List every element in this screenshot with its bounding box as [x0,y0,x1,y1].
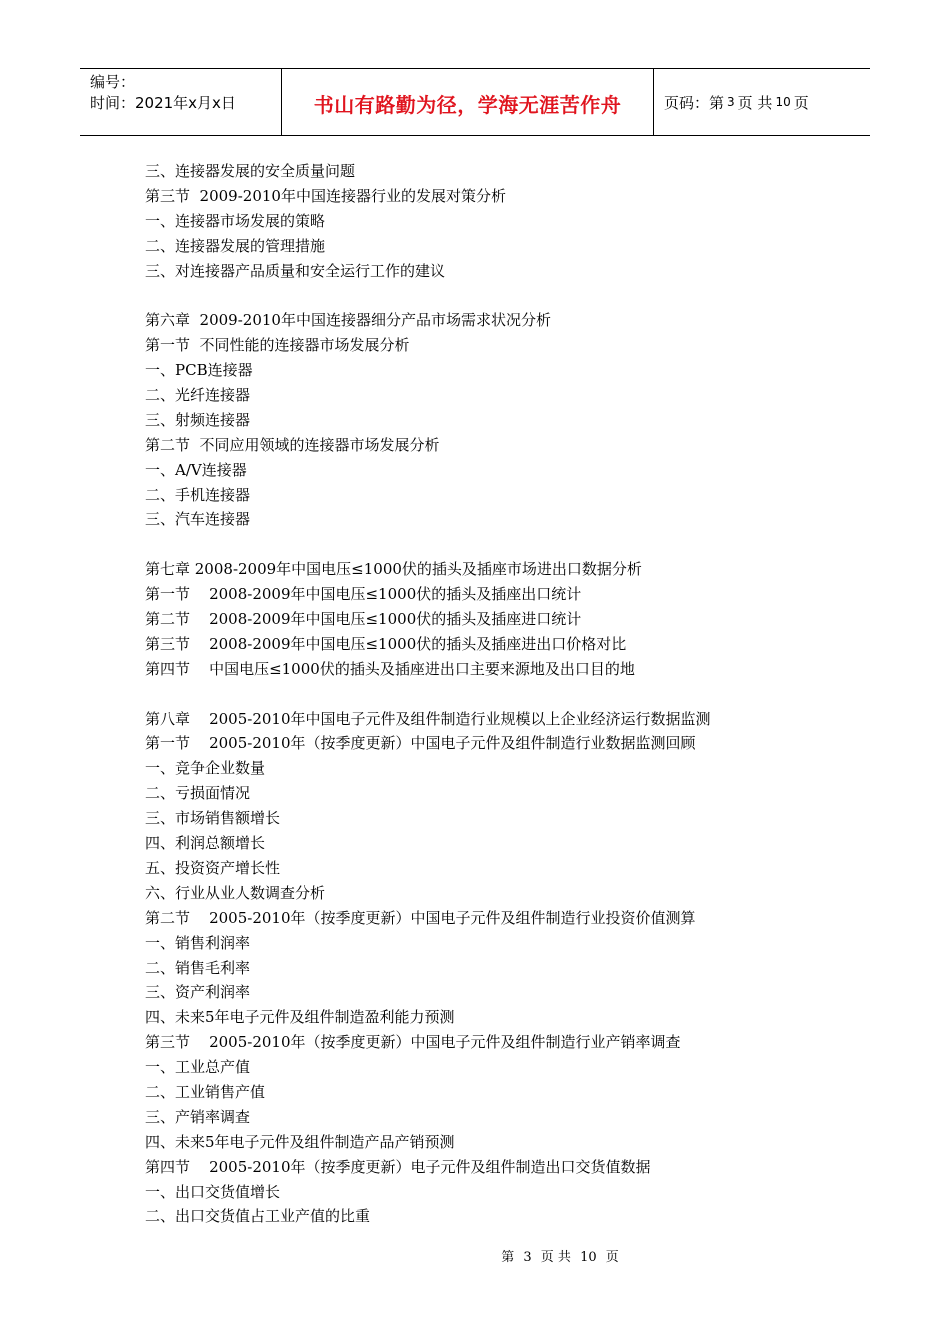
toc-body [145,159,865,1229]
toc-line: 第二节 2005-2010年（按季度更新）中国电子元件及组件制造行业投资价值测算 [145,908,696,927]
page-suffix: 页 [793,93,809,112]
toc-line: 一、A/V连接器 [145,460,247,479]
toc-line: 第一节 2005-2010年（按季度更新）中国电子元件及组件制造行业数据监测回顾 [145,734,696,753]
toc-line: 一、PCB连接器 [145,361,253,380]
toc-line: 第四节 2005-2010年（按季度更新）电子元件及组件制造出口交货值数据 [145,1157,651,1176]
page-header [80,68,870,136]
toc-line: 三、射频连接器 [145,410,251,429]
toc-line: 第二节 2008-2009年中国电压≤1000伏的插头及插座进口统计 [145,610,582,629]
document-number-label: 编号： [90,73,136,91]
toc-line: 一、连接器市场发展的策略 [145,211,326,230]
toc-line: 五、投资资产增长性 [145,858,281,877]
toc-line: 二、销售毛利率 [145,958,251,977]
toc-line: 三、产销率调查 [145,1107,251,1126]
page-total: 10 [775,95,791,109]
header-motto-cell [282,69,654,135]
toc-line: 六、行业从业人数调查分析 [145,883,326,902]
toc-line: 二、工业销售产值 [145,1082,266,1101]
footer-mid: 页 共 [540,1250,571,1265]
header-page-indicator [654,69,870,135]
toc-line: 第八章 2005-2010年中国电子元件及组件制造行业规模以上企业经济运行数据监测 [145,709,711,728]
toc-line: 第三节 2008-2009年中国电压≤1000伏的插头及插座进出口价格对比 [145,634,627,653]
toc-line: 第四节 中国电压≤1000伏的插头及插座进出口主要来源地及出口目的地 [145,659,635,678]
header-motto: 书山有路勤为径，学海无涯苦作舟 [313,92,622,117]
page-mid: 页 共 [737,93,773,112]
blank-line [145,283,865,308]
footer-prefix: 第 [501,1250,515,1265]
page-current: 3 [727,95,735,109]
toc-line: 二、出口交货值占工业产值的比重 [145,1207,371,1226]
footer-total: 10 [580,1250,597,1265]
toc-line: 三、对连接器产品质量和安全运行工作的建议 [145,261,446,280]
toc-line: 第二节 不同应用领域的连接器市场发展分析 [145,435,440,454]
toc-line: 三、市场销售额增长 [145,809,281,828]
toc-line: 一、出口交货值增长 [145,1182,281,1201]
footer-current: 3 [523,1250,532,1265]
toc-line: 二、连接器发展的管理措施 [145,236,326,255]
toc-line: 二、光纤连接器 [145,386,251,405]
toc-line: 一、工业总产值 [145,1058,251,1077]
page-footer [0,1246,950,1265]
toc-line: 四、未来5年电子元件及组件制造盈利能力预测 [145,1008,455,1027]
toc-line: 一、竞争企业数量 [145,759,266,778]
toc-line: 二、手机连接器 [145,485,251,504]
toc-line: 一、销售利润率 [145,933,251,952]
header-meta [80,69,282,135]
toc-line: 第一节 不同性能的连接器市场发展分析 [145,336,410,355]
toc-line: 二、亏损面情况 [145,784,251,803]
toc-line: 第三节 2005-2010年（按季度更新）中国电子元件及组件制造行业产销率调查 [145,1033,681,1052]
blank-line [145,532,865,557]
toc-line: 第一节 2008-2009年中国电压≤1000伏的插头及插座出口统计 [145,585,582,604]
toc-line: 三、资产利润率 [145,983,251,1002]
toc-line: 四、未来5年电子元件及组件制造产品产销预测 [145,1132,455,1151]
toc-line: 三、汽车连接器 [145,510,251,529]
toc-line: 第三节 2009-2010年中国连接器行业的发展对策分析 [145,186,506,205]
blank-line [145,682,865,707]
footer-suffix: 页 [605,1250,619,1265]
toc-line: 四、利润总额增长 [145,834,266,853]
document-time: 时间：2021年x月x日 [90,94,236,112]
toc-line: 三、连接器发展的安全质量问题 [145,162,356,180]
toc-line: 第六章 2009-2010年中国连接器细分产品市场需求状况分析 [145,311,551,330]
toc-line: 第七章 2008-2009年中国电压≤1000伏的插头及插座市场进出口数据分析 [145,560,642,579]
page-prefix: 页码：第 [664,93,725,112]
